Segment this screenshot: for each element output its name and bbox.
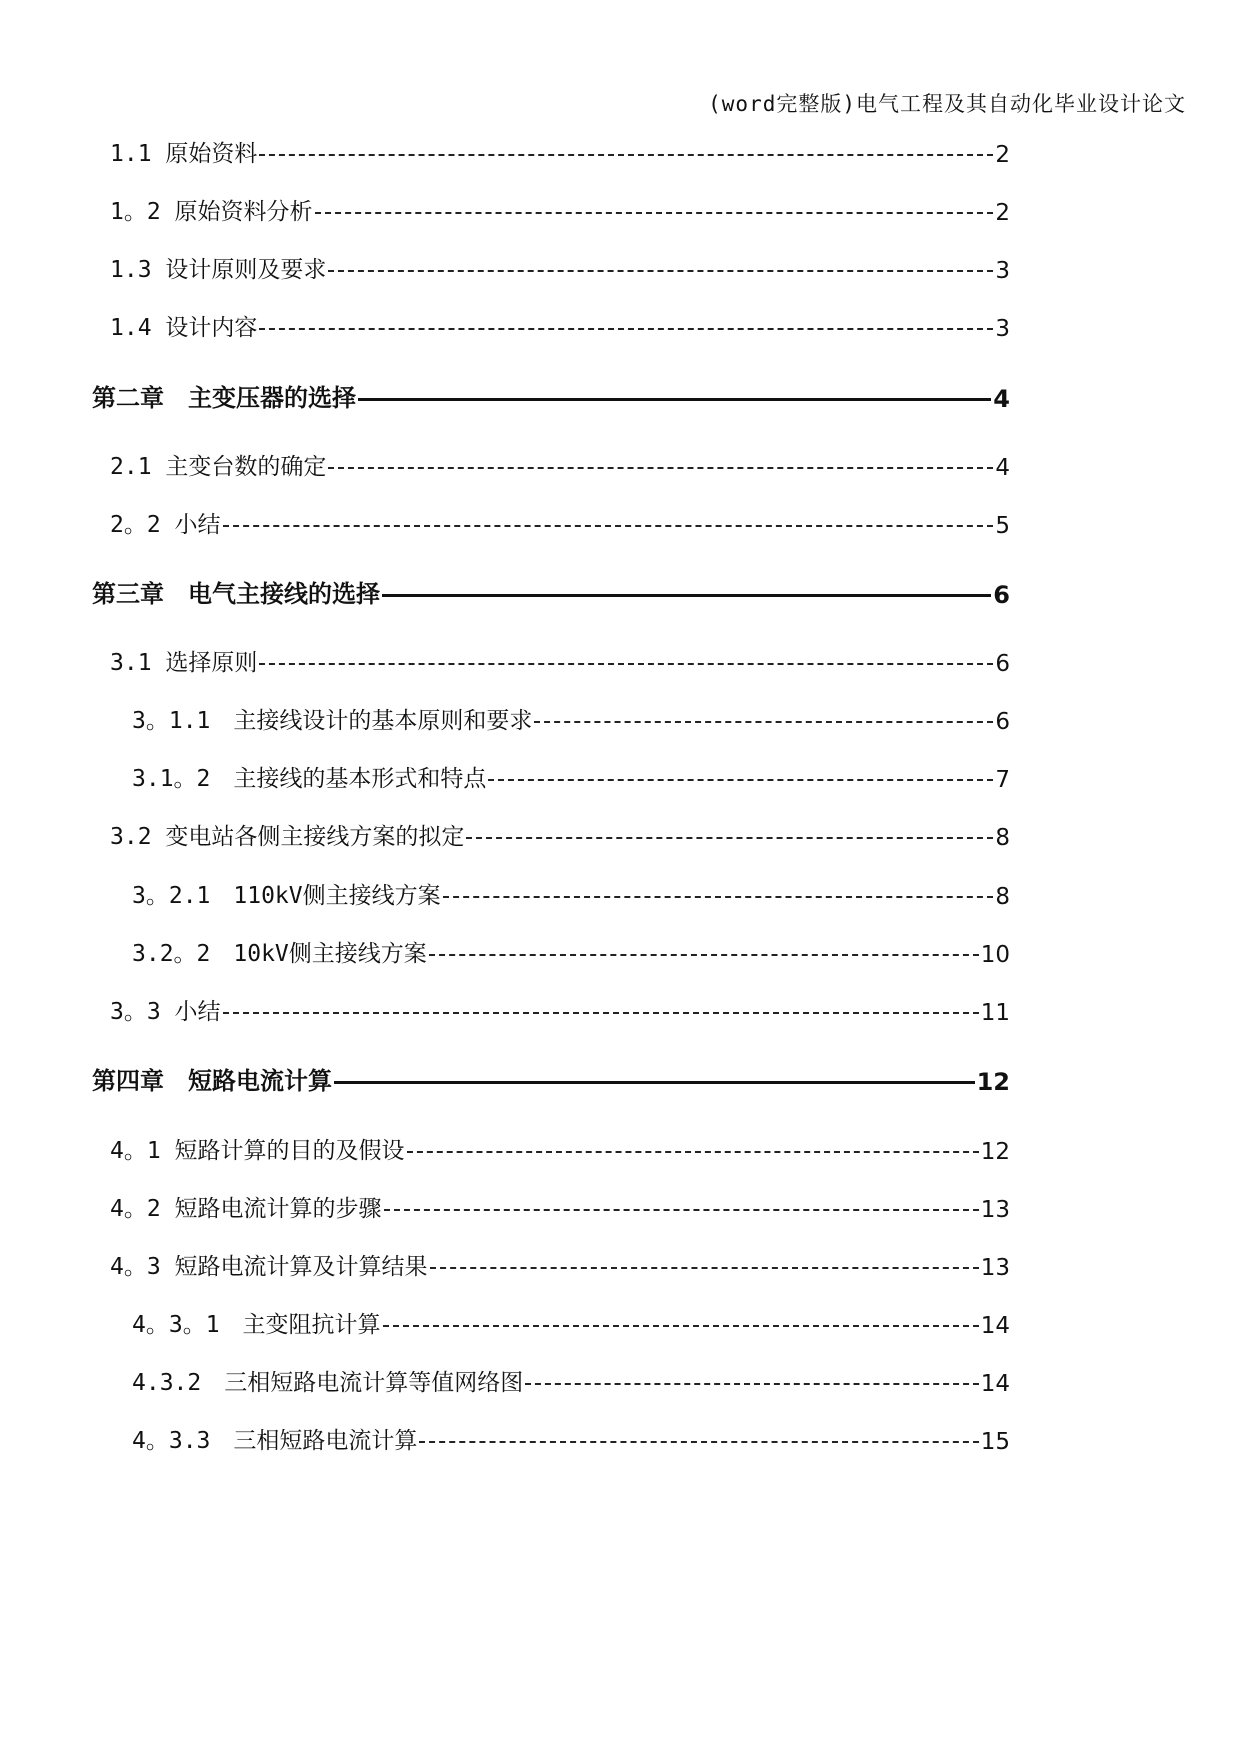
solid-leader [334, 1062, 975, 1096]
toc-page-number: 14 [980, 1313, 1010, 1339]
toc-entry[interactable] [0, 505, 1010, 539]
toc-page-number: 2 [995, 200, 1010, 226]
toc-page-number: 12 [976, 1068, 1010, 1096]
dot-leader [443, 876, 994, 910]
toc-entry[interactable] [0, 134, 1010, 168]
toc-entry-title: 4。3 短路电流计算及计算结果 [110, 1254, 428, 1280]
dot-leader [259, 134, 993, 168]
toc-subentry[interactable] [0, 1305, 1010, 1339]
toc-entry-title: 3。2.1 110kV侧主接线方案 [132, 883, 441, 909]
toc-entry-title: 3。1.1 主接线设计的基本原则和要求 [132, 708, 533, 734]
toc-page-number: 6 [995, 651, 1010, 677]
toc-chapter-entry[interactable] [0, 575, 1010, 609]
toc-entry-title: 3.1。2 主接线的基本形式和特点 [132, 766, 487, 792]
dot-leader [328, 250, 993, 284]
toc-entry-title: 3。3 小结 [110, 999, 221, 1025]
dot-leader [430, 1247, 979, 1281]
toc-page-number: 12 [980, 1139, 1010, 1165]
dot-leader [223, 992, 979, 1026]
toc-entry[interactable] [0, 250, 1010, 284]
toc-page-number: 14 [980, 1371, 1010, 1397]
toc-page-number: 4 [995, 455, 1010, 481]
dot-leader [259, 308, 993, 342]
toc-chapter-title: 第三章 电气主接线的选择 [92, 580, 380, 608]
toc-entry[interactable] [0, 992, 1010, 1026]
dot-leader [328, 447, 993, 481]
dot-leader [315, 192, 994, 226]
toc-entry-title: 3.1 选择原则 [110, 650, 258, 676]
toc-chapter-title: 第四章 短路电流计算 [92, 1067, 332, 1095]
toc-subentry[interactable] [0, 876, 1010, 910]
toc-entry-title: 4。3。1 主变阻抗计算 [132, 1312, 381, 1338]
dot-leader [488, 759, 993, 793]
toc-page-number: 6 [995, 709, 1010, 735]
toc-entry-title: 3.2 变电站各侧主接线方案的拟定 [110, 824, 465, 850]
toc-entry-title: 4。3.3 三相短路电流计算 [132, 1428, 418, 1454]
dot-leader [407, 1131, 979, 1165]
dot-leader [429, 934, 979, 968]
toc-entry-title: 4。2 短路电流计算的步骤 [110, 1196, 382, 1222]
toc-entry[interactable] [0, 817, 1010, 851]
toc-entry-title: 4.3.2 三相短路电流计算等值网络图 [132, 1370, 524, 1396]
toc-entry[interactable] [0, 1247, 1010, 1281]
toc-page-number: 13 [980, 1255, 1010, 1281]
toc-entry-title: 1.3 设计原则及要求 [110, 257, 327, 283]
toc-entry[interactable] [0, 308, 1010, 342]
toc-chapter-title: 第二章 主变压器的选择 [92, 384, 356, 412]
toc-entry-title: 2.1 主变台数的确定 [110, 454, 327, 480]
solid-leader [358, 379, 991, 413]
toc-page-number: 8 [995, 884, 1010, 910]
dot-leader [259, 643, 993, 677]
dot-leader [384, 1189, 979, 1223]
toc-subentry[interactable] [0, 701, 1010, 735]
toc-page-number: 11 [980, 1000, 1010, 1026]
toc-page-number: 4 [993, 385, 1010, 413]
toc-entry[interactable] [0, 447, 1010, 481]
toc-entry-title: 4。1 短路计算的目的及假设 [110, 1138, 405, 1164]
toc-page-number: 15 [980, 1429, 1010, 1455]
toc-subentry[interactable] [0, 1363, 1010, 1397]
toc-page-number: 6 [993, 581, 1010, 609]
toc-page-number: 7 [995, 767, 1010, 793]
toc-entry[interactable] [0, 1131, 1010, 1165]
toc-page-number: 2 [995, 142, 1010, 168]
toc-subentry[interactable] [0, 1421, 1010, 1455]
toc-entry[interactable] [0, 192, 1010, 226]
toc-page-number: 10 [980, 942, 1010, 968]
toc-page-number: 8 [995, 825, 1010, 851]
toc-entry-title: 1。2 原始资料分析 [110, 199, 313, 225]
toc-chapter-entry[interactable] [0, 379, 1010, 413]
toc-entry-title: 3.2。2 10kV侧主接线方案 [132, 941, 427, 967]
dot-leader [383, 1305, 979, 1339]
toc-entry-title: 2。2 小结 [110, 512, 221, 538]
toc-entry-title: 1.4 设计内容 [110, 315, 258, 341]
toc-page-number: 3 [995, 316, 1010, 342]
toc-page-number: 5 [995, 513, 1010, 539]
dot-leader [525, 1363, 978, 1397]
toc-subentry[interactable] [0, 759, 1010, 793]
solid-leader [382, 575, 991, 609]
dot-leader [466, 817, 993, 851]
toc-page-number: 3 [995, 258, 1010, 284]
running-header: (word完整版)电气工程及其自动化毕业设计论文 [708, 92, 1186, 116]
dot-leader [534, 701, 993, 735]
toc-entry-title: 1.1 原始资料 [110, 141, 258, 167]
dot-leader [223, 505, 994, 539]
toc-entry[interactable] [0, 1189, 1010, 1223]
toc-subentry[interactable] [0, 934, 1010, 968]
dot-leader [419, 1421, 978, 1455]
toc-chapter-entry[interactable] [0, 1062, 1010, 1096]
toc-entry[interactable] [0, 643, 1010, 677]
toc-page-number: 13 [980, 1197, 1010, 1223]
